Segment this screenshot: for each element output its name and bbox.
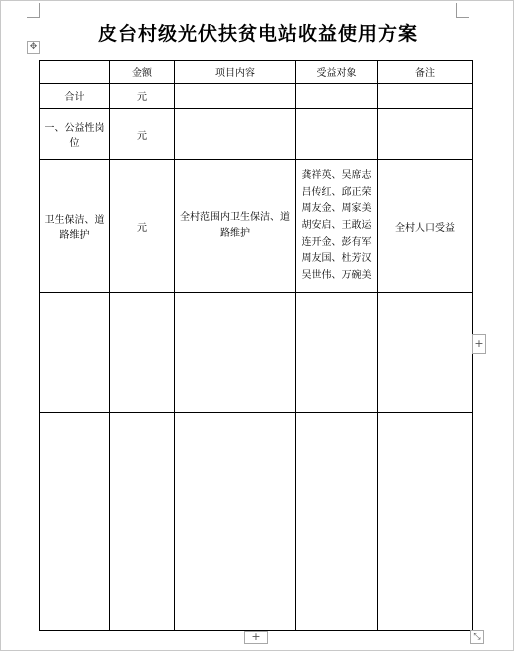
table-row-empty	[40, 293, 473, 413]
header-cell-amount: 金额	[110, 61, 175, 84]
cell-project[interactable]	[175, 109, 296, 160]
add-column-button[interactable]: +	[472, 334, 486, 354]
table-row-sanitation	[40, 160, 473, 293]
cell-beneficiaries[interactable]	[296, 83, 378, 109]
cell-note[interactable]	[378, 109, 473, 160]
cell-beneficiaries[interactable]	[296, 160, 378, 293]
cell-note[interactable]	[378, 412, 473, 630]
table-row-empty	[40, 412, 473, 630]
document-title: 皮台村级光伏扶贫电站收益使用方案	[97, 23, 418, 45]
header-cell-note: 备注	[378, 61, 473, 84]
cell-category[interactable]: 一、公益性岗位	[40, 109, 110, 160]
cell-category[interactable]: 合计	[40, 83, 110, 109]
cell-beneficiaries[interactable]	[296, 293, 378, 413]
cell-project[interactable]	[175, 83, 296, 109]
beneficiary-line: 吕传红、邱正荣	[301, 186, 372, 198]
table-row-total	[40, 83, 473, 109]
crop-mark-top-right	[456, 3, 469, 18]
cell-beneficiaries[interactable]	[296, 412, 378, 630]
cell-category[interactable]	[40, 293, 110, 413]
header-cell-category	[40, 61, 110, 84]
cell-project[interactable]: 全村范围内卫生保洁、道路维护	[175, 160, 296, 293]
cell-beneficiaries[interactable]	[296, 109, 378, 160]
beneficiary-line: 周友金、周家美	[301, 203, 372, 215]
beneficiary-line: 连开金、彭有军	[301, 236, 372, 248]
cell-project[interactable]	[175, 412, 296, 630]
cell-note[interactable]: 全村人口受益	[378, 160, 473, 293]
header-cell-beneficiaries: 受益对象	[296, 61, 378, 84]
header-cell-project: 项目内容	[175, 61, 296, 84]
table-resize-icon[interactable]: ⤡	[470, 630, 484, 644]
cell-project[interactable]	[175, 293, 296, 413]
cell-amount[interactable]: 元	[110, 83, 175, 109]
table-move-handle-icon[interactable]: ✥	[27, 41, 40, 54]
cell-note[interactable]	[378, 83, 473, 109]
beneficiary-line: 胡安启、王敢运	[301, 219, 372, 231]
beneficiary-line: 吴世伟、万碗美	[301, 269, 372, 281]
beneficiary-line: 龚祥英、吴席志	[301, 170, 372, 182]
cell-amount[interactable]	[110, 412, 175, 630]
cell-category[interactable]	[40, 412, 110, 630]
beneficiary-line: 周友国、杜芳汉	[301, 253, 372, 265]
cell-amount[interactable]: 元	[110, 160, 175, 293]
cell-amount[interactable]	[110, 293, 175, 413]
add-row-button[interactable]: +	[244, 631, 268, 644]
crop-mark-top-left	[27, 3, 40, 18]
cell-note[interactable]	[378, 293, 473, 413]
cell-amount[interactable]: 元	[110, 109, 175, 160]
table-header-row	[40, 61, 473, 84]
cell-category[interactable]: 卫生保洁、道路维护	[40, 160, 110, 293]
benefit-plan-table	[39, 60, 473, 631]
table-row-public-welfare	[40, 109, 473, 160]
